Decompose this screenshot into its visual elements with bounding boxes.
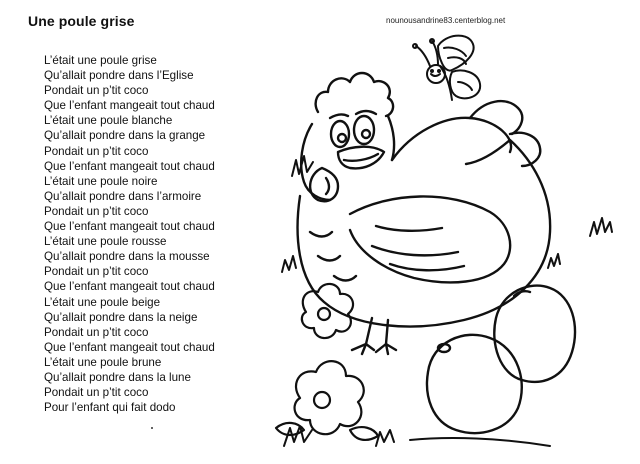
poem-line: Que l’enfant mangeait tout chaud — [44, 220, 215, 234]
poem-line: Que l’enfant mangeait tout chaud — [44, 99, 215, 113]
poem-line: Qu’allait pondre dans l’Eglise — [44, 69, 194, 83]
poem-line: Pour l’enfant qui fait dodo — [44, 401, 176, 415]
poem-line: Pondait un p’tit coco — [44, 325, 149, 339]
egg-icon — [494, 286, 575, 382]
poem-line: L’était une poule grise — [44, 54, 157, 67]
poem-line: L’était une poule rousse — [44, 235, 167, 249]
poem-line: Que l’enfant mangeait tout chaud — [44, 280, 215, 294]
poem-line: Pondait un p’tit coco — [44, 265, 149, 279]
grass-icon — [284, 426, 550, 446]
poem-line: Qu’allait pondre dans la mousse — [44, 250, 210, 264]
poem-line: Pondait un p’tit coco — [44, 144, 149, 158]
poem-line: Qu’allait pondre dans la grange — [44, 129, 206, 143]
poem-line: Que l’enfant mangeait tout chaud — [44, 340, 215, 354]
poem-line: Qu’allait pondre dans la lune — [44, 370, 191, 384]
poem-line: L’était une poule beige — [44, 295, 161, 309]
poem-line: Pondait un p’tit coco — [44, 386, 149, 400]
egg-icon — [427, 335, 522, 433]
website-credit: nounousandrine83.centerblog.net — [386, 16, 506, 25]
poem-line: Pondait un p’tit coco — [44, 84, 149, 98]
poem-line: L’était une poule noire — [44, 174, 158, 188]
hen-icon — [298, 73, 551, 354]
poem-line: Qu’allait pondre dans la neige — [44, 310, 198, 324]
flower-icon — [302, 284, 353, 338]
poem-title: Une poule grise — [28, 13, 135, 29]
butterfly-icon — [413, 36, 480, 100]
poem-line: Que l’enfant mangeait tout chaud — [44, 159, 215, 173]
poem-line: L’était une poule brune — [44, 355, 162, 369]
poem-line: L’était une poule blanche — [44, 114, 173, 128]
flower-icon — [276, 361, 378, 440]
poem-line: Qu’allait pondre dans l’armoire — [44, 189, 202, 203]
poem-line: Pondait un p’tit coco — [44, 204, 149, 218]
